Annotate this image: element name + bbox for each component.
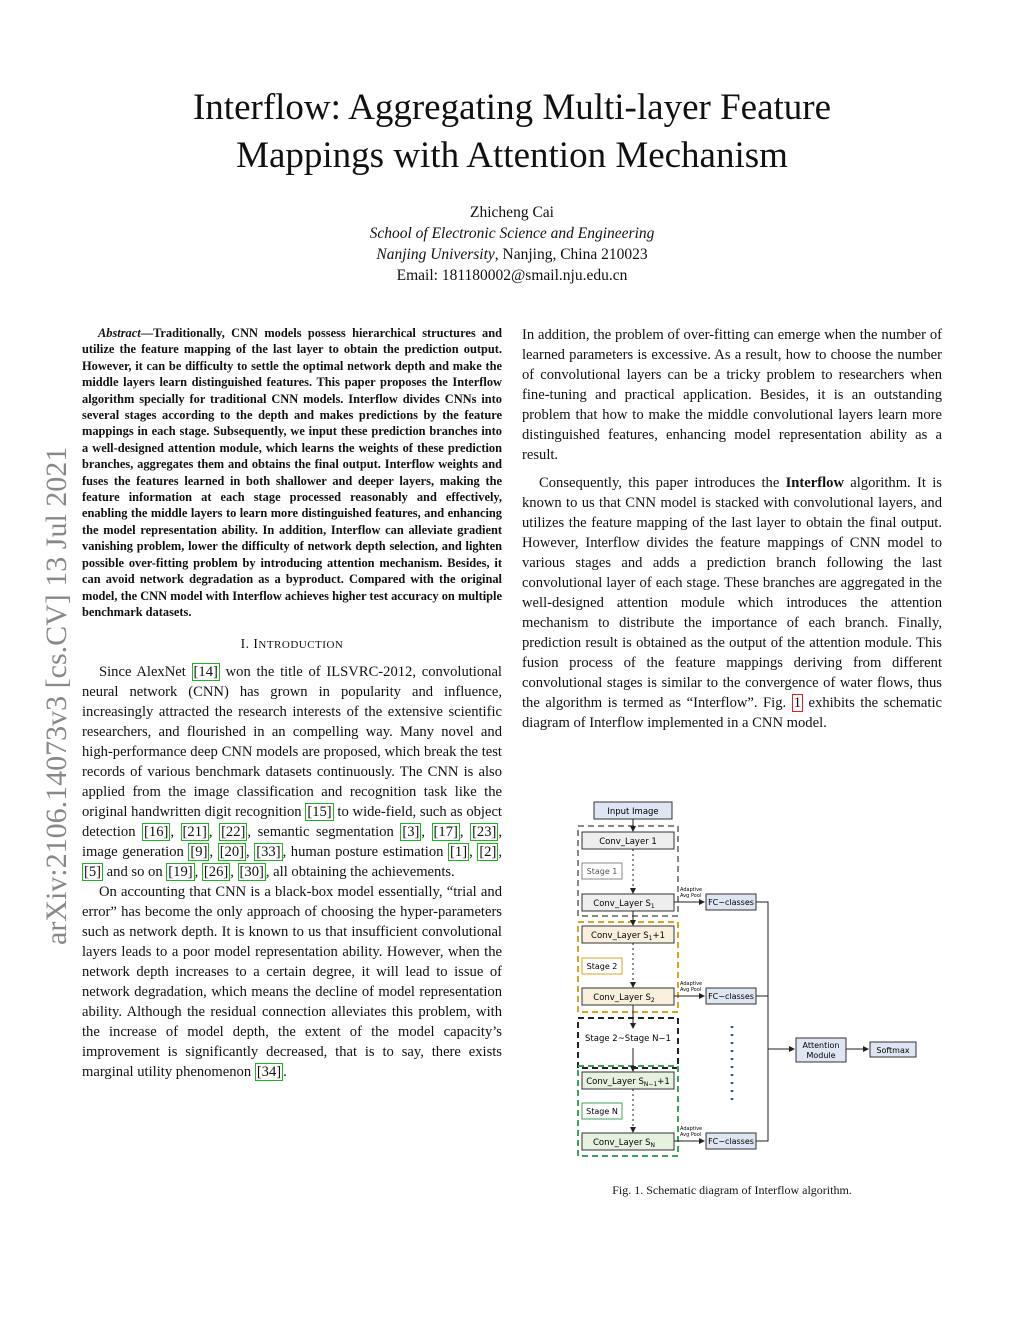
citation-link[interactable]: [26] xyxy=(203,864,229,881)
paragraph-4: Consequently, this paper introduces the Interflow algorithm. It is known to us that CNN model is stacked with convolutional layers, and utilizes the feature mapping of the last layer to obtain the final output. However, Interflow divides the feature mappings of CNN model to various stages and adds a prediction branch following the last convolutional layer of each stage. These branches are aggregated in the well-designed attention module which introduces the attention mechanism to distribute the importance of each branch. Finally, prediction result is obtained as the output of the attention module. This fusion process of the feature mappings deriving from different convolutional stages is similar to the convergence of water flows, thus the algorithm is termed as “Interflow”. Fig. 1 exhibits the schematic diagram of Interflow implemented in a CNN model. xyxy=(522,475,942,731)
svg-text:Adaptive: Adaptive xyxy=(680,981,703,987)
citation-link[interactable]: [34] xyxy=(256,1064,282,1081)
svg-text:Module: Module xyxy=(806,1051,836,1060)
stage1-label: Stage 1 xyxy=(586,867,618,876)
svg-text:FC−classes: FC−classes xyxy=(708,898,754,907)
author-block xyxy=(0,202,1024,286)
svg-text:Conv_Layer S1: Conv_Layer $S_1$ xyxy=(593,899,655,910)
svg-text:Conv_Layer SN: Conv_Layer $S_N$ xyxy=(592,1138,656,1149)
author-name: Zhicheng Cai xyxy=(470,204,554,221)
figure-link[interactable]: 1 xyxy=(793,695,802,711)
stage2-label: Stage 2 xyxy=(586,962,618,971)
paragraph-1: Since AlexNet [14] won the title of ILSVRC-2012, convolutional neural network (CNN) has grown in popularity and influence, increasingly attracted the research interests of the extensive scientific researchers, and flourished in an compelling way. Many novel and high-performance deep CNN models are proposed, which break the test records of various benchmark datasets continuously. The CNN is also applied from the image classification and recognition task like the original handwritten digit recognition [15] to wide-field, such as object detection [16] , [21] , [22] , semantic segmentation [3] , [17] , [23] , image generation [9] , [20] , [33] , human posture estimation [1] , [2] , [5] and so on [19] , [26] , [30] , all obtaining the achievements. xyxy=(82,664,503,881)
citation-link[interactable]: [1] xyxy=(450,844,468,861)
citation-link[interactable]: [33] xyxy=(256,844,281,861)
citation-link[interactable]: [23] xyxy=(472,824,497,841)
citation-link[interactable]: [16] xyxy=(144,824,169,841)
conv1-label: Conv_Layer 1 xyxy=(599,837,657,847)
citation-link[interactable]: [14] xyxy=(193,664,218,681)
title-line-2: Mappings with Attention Mechanism xyxy=(236,135,788,176)
input-image-label: Input Image xyxy=(607,807,659,817)
svg-text:FC−classes: FC−classes xyxy=(708,1137,754,1146)
svg-text:Conv_Layer S1+1: Conv_Layer $S_1+1$ xyxy=(591,931,665,942)
citation-link[interactable]: [15] xyxy=(307,804,332,821)
svg-text:Softmax: Softmax xyxy=(876,1046,910,1055)
figure-interflow-diagram xyxy=(572,798,932,1163)
section-title: NTRODUCTION xyxy=(258,639,344,652)
author-email: Email: 181180002@smail.nju.edu.cn xyxy=(396,267,628,284)
citation-link[interactable]: [22] xyxy=(221,824,246,841)
svg-text:Avg Pool: Avg Pool xyxy=(680,987,702,993)
author-university: Nanjing University xyxy=(376,246,495,263)
citation-link[interactable]: [5] xyxy=(84,864,102,881)
right-column xyxy=(522,325,942,733)
paragraph-3: In addition, the problem of over-fitting can emerge when the number of learned parameters is excessive. As a result, how to choose the number of convolutional layers can be a tricky problem to researchers when fine-tuning and practical application. Besides, it is an outstanding problem that how to make the middle convolutional layers learn more distinguished features, enhancing model representation ability as a result. xyxy=(522,327,942,463)
citation-link[interactable]: [17] xyxy=(433,824,458,841)
citation-link[interactable]: [9] xyxy=(190,844,208,861)
abstract-label: Abstract xyxy=(98,326,141,340)
citation-link[interactable]: [21] xyxy=(182,824,207,841)
paragraph-2: On accounting that CNN is a black-box model essentially, “trial and error” has become the only approach of choosing the hyper-parameters such as network depth. It is known to us that insufficient convolutional layers leads to a poor model representation ability. However, when the network depth increases to a certain degree, it will lead to issue of network degradation, which means the decline of model representation ability. Although the residual connection alleviates this problem, with the increase of model depth, the extent of the model capacity’s improvement is significantly decreased, that is to say, there exists marginal utility phenomenon [34] . xyxy=(82,884,502,1081)
svg-text:Avg Pool: Avg Pool xyxy=(680,893,702,899)
author-location: , Nanjing, China 210023 xyxy=(494,246,648,263)
svg-text:FC−classes: FC−classes xyxy=(708,992,754,1001)
svg-text:Adaptive: Adaptive xyxy=(680,1126,703,1132)
section-number: I. I xyxy=(240,636,259,652)
svg-text:Adaptive: Adaptive xyxy=(680,887,703,893)
citation-link[interactable]: [20] xyxy=(219,844,245,861)
citation-link[interactable]: [3] xyxy=(402,824,420,841)
svg-text:Attention: Attention xyxy=(802,1041,840,1050)
stage-mid-label: Stage 2~Stage N−1 xyxy=(585,1034,671,1044)
title-line-1: Interflow: Aggregating Multi-layer Feature xyxy=(192,87,832,128)
stageN-label: Stage N xyxy=(586,1107,618,1116)
svg-text:Conv_Layer SN−1+1: Conv_Layer $S_{N-1}+1$ xyxy=(586,1077,670,1088)
section-heading-introduction xyxy=(82,636,502,652)
author-university-line xyxy=(0,244,1024,265)
figure-caption: Fig. 1. Schematic diagram of Interflow algorithm. xyxy=(612,1183,852,1197)
interflow-bold: Interflow xyxy=(785,475,844,491)
citation-link[interactable]: [30] xyxy=(239,864,264,881)
citation-link[interactable]: [19] xyxy=(168,864,193,881)
arxiv-side-stamp xyxy=(12,0,72,1325)
left-column xyxy=(82,325,502,1082)
svg-text:Conv_Layer S2: Conv_Layer $S_2$ xyxy=(593,993,655,1004)
abstract xyxy=(82,325,502,620)
paper-title xyxy=(0,84,1024,180)
arxiv-id-text: arXiv:2106.14073v3 [cs.CV] 13 Jul 2021 xyxy=(40,446,72,945)
citation-link[interactable]: [2] xyxy=(479,844,497,861)
author-affiliation: School of Electronic Science and Engineering xyxy=(369,225,655,242)
abstract-text: —Traditionally, CNN models possess hierarchical structures and utilize the feature mapping of the last layer to obtain the prediction output. However, it can be difficulty to settle the optimal network depth and make the middle layers learn distinguished features. This paper proposes the Interflow algorithm specially for traditional CNN models. Interflow divides CNNs into several stages according to the depth and makes predictions by the feature mappings in each stage. Subsequently, we input these prediction branches into a well-designed attention module, which learns the weights of these prediction branches, aggregates them and obtains the final output. Interflow weights and fuses the features learned in both shallower and deeper layers, making the feature information at each stage processed reasonably and effectively, enabling the middle layers to learn more distinguished features, and enhancing the model representation ability. In addition, Interflow can alleviate gradient vanishing problem, lower the difficulty of network depth selection, and lighten possible over-fitting problem by introducing attention mechanism. Besides, it can avoid network degradation as a byproduct. Compared with the original model, the CNN model with Interflow achieves higher test accuracy on multiple benchmark datasets. xyxy=(82,326,502,619)
svg-text:Avg Pool: Avg Pool xyxy=(680,1132,702,1138)
